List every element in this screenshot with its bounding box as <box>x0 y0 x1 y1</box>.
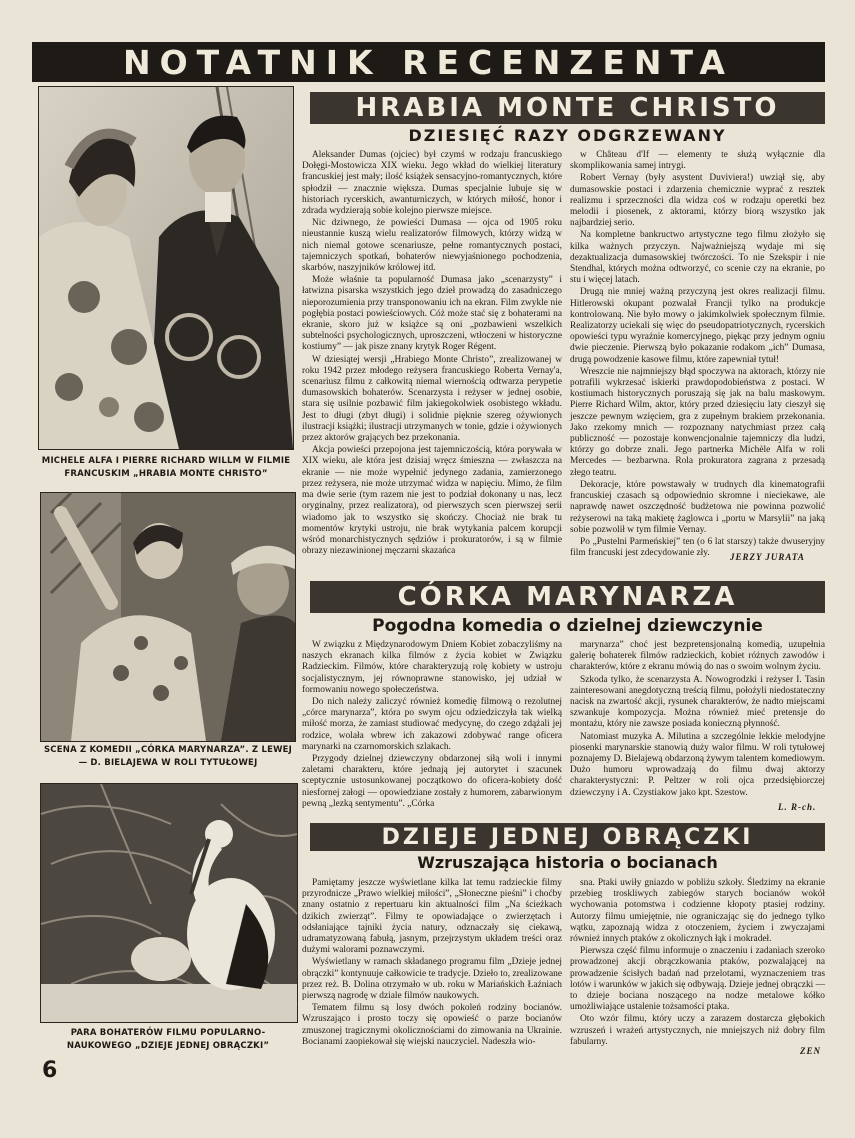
article2-signature: L. R-ch. <box>778 802 817 812</box>
article1-paragraph: Wreszcie nie najmniejszy błąd spoczywa na aktorach, którzy nie potrafili wykrzesać iskierki prawdopodobieństwa z postaci. W kostiumach historycznych poruszają się jak na balu maskowym. Pierre Richard Wilm, aktor, który przed dziesięciu laty cieszył się jeszcze pewnym wzięciem, gra z zupełnym brakiem przekonania. Jako rzekomy mnich — rozpoznany natychmiast przez całą publiczność — pozostaje konwencjonalnie tajemniczy dla ludzi, którzy go dobrze znali. Jego partnerka Michèle Alfa w roli Mercedes — bezbarwna. Rola prokuratora zagrana z przesadą złego teatru. <box>570 366 825 478</box>
article1-paragraph: W dziesiątej wersji „Hrabiego Monte Christo”, zrealizowanej w roku 1942 przez młodego reżysera francuskiego Roberta Vernay'a, scenariusz filmu z całkowitą niemal wiernością odtwarza perypetie dumasowskich bohaterów. Scenarzysta i reżyser w jednej osobie, stara się usilnie pozbawić film jakiegokolwiek osobistego wkładu. Jest to długi (zbyt długi) i solidnie pięknie szereg ożywionych ilustracji książki; ilustracji utrzymanych w tonie, gdzie i ożywionych przez aktorów grających bez przekonania. <box>302 354 562 444</box>
photo-monte-christo <box>38 86 294 450</box>
photo-corka-marynarza-image <box>41 493 295 741</box>
article3-title-bar <box>310 823 825 851</box>
caption-monte-christo: MICHELE ALFA I PIERRE RICHARD WILLM W FILMIE FRANCUSKIM „HRABIA MONTE CHRISTO” <box>41 456 291 479</box>
caption-corka-marynarza: SCENA Z KOMEDII „CÓRKA MARYNARZA”. Z LEWEJ — D. BIELAJEWA W ROLI TYTUŁOWEJ <box>43 745 293 768</box>
masthead-title: NOTATNIK RECENZENTA <box>123 42 734 82</box>
article1-paragraph: Po „Pustelni Parmeńskiej” ten (o 6 lat starszy) także dwuseryjny film francuski jest zdecydowanie zły. <box>570 536 825 559</box>
article3-column-1 <box>302 878 562 1058</box>
article3-paragraph: Tematem filmu są losy dwóch pokoleń rodziny bocianów. Wzruszająco i prosto toczy się opowieść o parze bocianów zmuszonej tragicznymi okolicznościami do zimowania na Ukrainie. Bocianami zaopiekował się wiejski nauczyciel. Nadeszła wio- <box>302 1003 562 1047</box>
caption-dzieje-obraczki: PARA BOHATERÓW FILMU POPULARNO-NAUKOWEGO „DZIEJE JEDNEJ OBRĄCZKI” <box>66 1028 270 1051</box>
page-number: 6 <box>42 1058 58 1083</box>
article1-title-bar <box>310 92 825 124</box>
article1-signature: JERZY JURATA <box>730 552 805 562</box>
article1-paragraph: Może właśnie ta popularność Dumasa jako „scenarzysty” i łatwizna pisarska wszystkich jego dzieł prowadzą do zasadniczego nieporozumienia przy transponowaniu ich na ekran. Film zwykle nie pogłębia postaci powieściowych. Cóż może stać się z bohaterami na ekranie, skoro już w książce są oni „pozbawieni wszelkich subtelności psychologicznych, uproszczeni, wtłoczeni w historyczne kostiumy” — jak pisze znany krytyk Roger Régent. <box>302 275 562 353</box>
article1-paragraph: w Château d'If — elementy te służą wyłącznie dla skomplikowania samej intrygi. <box>570 150 825 172</box>
article2-paragraph: Do nich należy zaliczyć również komedię filmową o rezolutnej „córce marynarza”, która po swym ojcu odziedziczyła tak wielką miłość morza, że zamiast studiować medycynę, do czego zdążali jej rodzice, wolała wbrew ich zakazowi zdobywać range oficera marynarki na czarnomorskich szlakach. <box>302 697 562 752</box>
article2-paragraph: Przygody dzielnej dziewczyny obdarzonej siłą woli i innymi zaletami charakteru, które jednają jej autorytet i szacunek sceptycznie ustosunkowanej początkowo do oficera-kobiety dość niesfornej załogi — opowiedziane zostały z humorem, zabarwionym pewną „lezką sentymentu”. „Córka <box>302 754 562 809</box>
article1-paragraph: Na kompletne bankructwo artystyczne tego filmu złożyło się kilka ważnych przyczyn. Najważniejszą wydaje mi się dezaktualizacja dumasowskiej twórczości. To nie Szekspir i nie Stendhal, których można odtworzyć, co scenie czy na ekranie, po stu i więcej latach. <box>570 230 825 286</box>
article1-paragraph: Robert Vernay (były asystent Duviviera!) uwziął się, aby dumasowskie postaci i zdarzenia chemicznie wyprać z resztek realizmu i sprzeczności dla widza coś w rodzaju operetki bez melodii i piosenek, z aktorami, którzy biorą wszystko jak najbardziej serio. <box>570 173 825 229</box>
article3-paragraph: sna. Ptaki uwiły gniazdo w pobliżu szkoły. Śledzimy na ekranie przebieg troskliwych zabiegów starych bocianów wokół wychowania potomstwa i codzienne kłopoty ptasiej rodziny. Autorzy filmu umiejętnie, nie ograniczając się do jednego tylko wątku, zapoznają widza z otoczeniem, życiem i zwyczajami również innych ptaków z okolicznych łąk i mokradeł. <box>570 878 825 945</box>
article3-paragraph: Oto wzór filmu, który uczy a zarazem dostarcza głębokich wzruszeń i wrażeń artystycznych, nie mniejszych niż dobry film fabularny. <box>570 1014 825 1047</box>
article1-title: HRABIA MONTE CHRISTO <box>355 93 780 123</box>
article2-title-bar <box>310 581 825 613</box>
article1-paragraph: Dekoracje, które powstawały w trudnych dla kinematografii francuskiej czasach są odpowiednio skromne i nieciekawe, ale naprawdę nawet oszczędność budżetowa nie powinna pozwolić reżyserowi na taką makietę żaglowca i „portu w Marsylii” na jaką sobie pozwolił w tym filmie Vernay. <box>570 479 825 535</box>
article3-paragraph: Pamiętamy jeszcze wyświetlane kilka lat temu radzieckie filmy przyrodnicze „Prawo wielkiej miłości”, „Słoneczne pieśni” i choćby znany ostatnio z repertuaru kin aktualności film „Na ścieżkach dzikich zwierząt”. Filmy te opowiadające o zwierzętach i odsłaniające tajniki życia natury, odznaczały się ciekawą, udramatyzowaną fabułą, jasnym, przejrzystym układem treści oraz dużymi walorami poznawczymi. <box>302 878 562 956</box>
article2-paragraph: W związku z Międzynarodowym Dniem Kobiet zobaczyliśmy na naszych ekranach kilka filmów z życia kobiet w Związku Radzieckim. Filmów, które charakteryzują rolę kobiety w ustroju socjalistycznym, jej równoprawne stanowisko, jej udział w formowaniu nowego społeczeństwa. <box>302 640 562 695</box>
article3-paragraph: Pierwsza część filmu informuje o znaczeniu i zadaniach szeroko prowadzonej akcji obrączkowania ptaków, pozwalającej na prowadzenie ścisłych badań nad przelotami, wyznaczeniem tras lotów i warunków w jakich się odbywają. Dzieje jednej obrączki — to dzieje bociana noszącego na nodze metalowe kółko umożliwiające ustalenie tożsamości ptaka. <box>570 946 825 1013</box>
photo-dzieje-obraczki-image <box>41 784 297 1022</box>
article3-title: DZIEJE JEDNEJ OBRĄCZKI <box>381 824 754 850</box>
article1-subtitle: DZIESIĘĆ RAZY ODGRZEWANY <box>408 126 727 145</box>
article3-subtitle: Wzruszająca historia o bocianach <box>417 853 718 872</box>
article2-paragraph: marynarza” choć jest bezpretensjonalną komedią, uzupełnia galerię bohaterek filmów radzieckich, kobiet różnych zawodów i charakterów, które z ekranu mówią do nas o swoim wolnym życiu. <box>570 640 825 673</box>
photo-monte-christo-image <box>39 87 293 449</box>
article2-column-1 <box>302 640 562 816</box>
article2-title: CÓRKA MARYNARZA <box>397 582 738 612</box>
article3-signature: ZEN <box>800 1046 821 1056</box>
masthead <box>32 42 825 82</box>
article1-column-1 <box>302 150 562 568</box>
article2-paragraph: Natomiast muzyka A. Milutina a szczególnie lekkie melodyjne piosenki marynarskie stanowią duży walor filmu. W roli tytułowej poznajemy D. Bielajewą obdarzoną żywym talentem komediowym. Dużo humoru wprowadzają do filmu dwaj aktorzy charakterystyczni: P. Peltzer w roli ojca przedsiębiorczej dziewczyny i A. Czystiakow jako kpt. Szestow. <box>570 731 825 798</box>
article1-paragraph: Drugą nie mniej ważną przyczyną jest okres realizacji filmu. Hitlerowski okupant pozwalał Francji tylko na produkcje kontrolowaną. Nie było mowy o jakimkolwiek społecznym filmie. Realizatorzy uciekali się więc do pseudopatriotycznych, rycerskich opowieści typu wyraźnie komercyjnego, piękąc przy jednym ogniu dwie pieczenie. Pierwszą było pokazanie rodakom „ich” Dumasa, drugą powodzenie kasowe filmu, które zapewniał tytuł! <box>570 287 825 365</box>
article2-column-2 <box>570 640 825 808</box>
article1-paragraph: Akcja powieści przepojona jest tajemniczością, która porywała w XIX wieku, ale która jest dzisiaj wręcz śmieszna — zwłaszcza na ekranie — nie może wypełnić jedynego zadania, zamierzonego przez reżysera, nie może utrzymać widza w napięciu. Mimo, że film ma dwie serie (tym razem nie jest to podział dokonany u nas, lecz oryginalny, przez realizatora), od pierwszych scen pierwszej serii wiadomo jak to wszystko się skończy. Chociaż nie brak tu momentów krytyki ustroju, nie brak wytykania palcem korupcji wśród monarchistycznych sędziów i prokuratorów, i są w filmie obrazy niezawinionej męczarni skazańca <box>302 445 562 557</box>
article1-paragraph: Nic dziwnego, że powieści Dumasa — ojca od 1905 roku nieustannie kuszą wielu realizatorów filmowych, którzy widzą w nich niemal gotowe scenariusze, pełne romantycznych postaci, tajemniczych spotkań, bohaterów niewyjaśnionego pochodzenia, skarbów, naszyjników królowej itd. <box>302 218 562 274</box>
article3-paragraph: Wyświetlany w ramach składanego programu film „Dzieje jednej obrączki” kontynuuje całkowicie te tradycje. Dzieło to, zrealizowane przez reż. B. Dolina otrzymało w ub. roku w Mariańskich Łaźniach pierwszą nagrodę w dziale filmów naukowych. <box>302 957 562 1002</box>
article2-paragraph: Szkoda tylko, że scenarzysta A. Nowogrodzki i reżyser I. Tasin zainteresowani anegdotyczną treścią filmu, położyli niedostateczny nacisk na zwartość akcji, rysunek charakterów, że nadto miejscami szwankuje kompozycja. Można również mieć pretensje do montażu, który nie zawsze posiada konieczną płynność. <box>570 674 825 730</box>
article3-column-2 <box>570 878 825 1047</box>
photo-dzieje-obraczki <box>40 783 298 1023</box>
photo-corka-marynarza <box>40 492 296 742</box>
article1-paragraph: Aleksander Dumas (ojciec) był czymś w rodzaju francuskiego Dołęgi-Mostowicza XIX wieku. Jego wkład do wielkiej literatury francuskiej jest mały; ilość książek sensacyjno-romantycznych, które spłodził — znacznie większa. Dumas specjalnie lubuje się w historiach rycerskich, awanturniczych, w których miłość, honor i zdrada wydzierają sobie kolejno pierwsze miejsce. <box>302 150 562 217</box>
article2-subtitle: Pogodna komedia o dzielnej dziewczynie <box>372 616 763 636</box>
